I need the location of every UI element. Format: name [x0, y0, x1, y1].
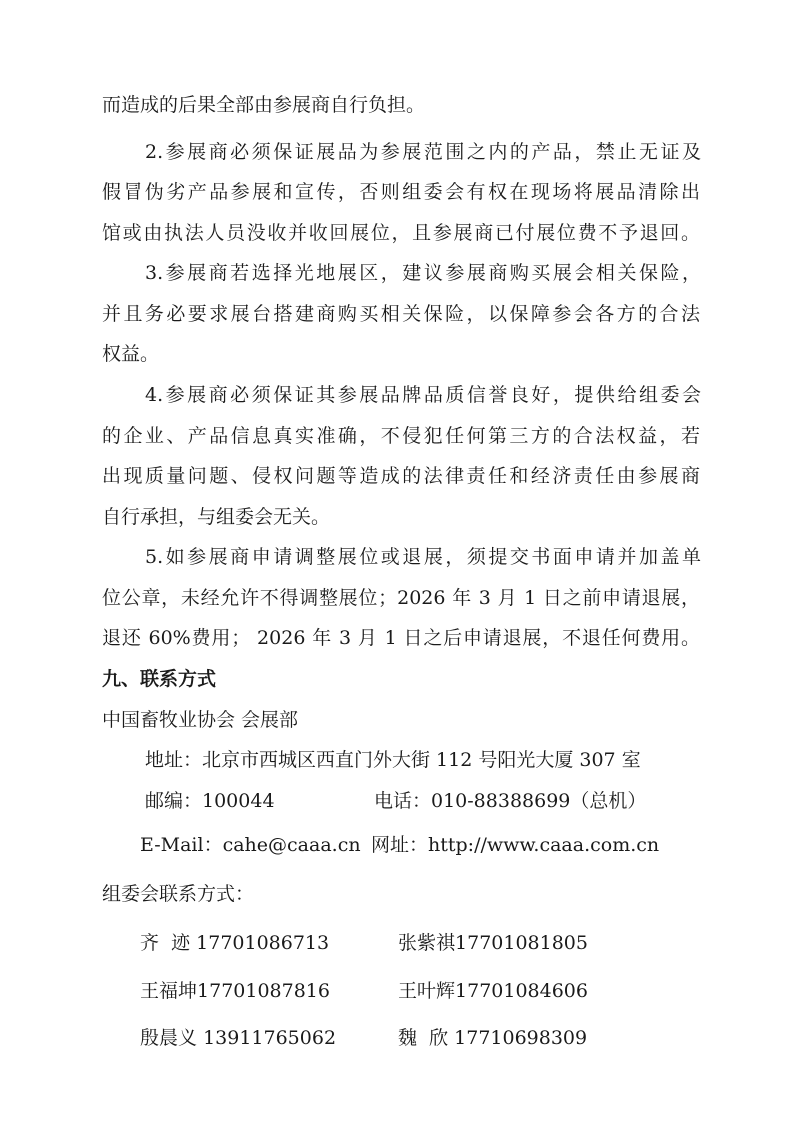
contact-5: [140, 1026, 336, 1050]
contact-5-phone: 13911765062: [203, 1027, 337, 1049]
contact-4: [398, 979, 588, 1003]
clause-1-tail: 而造成的后果全部由参展商自行负担。: [102, 94, 426, 116]
clause-5-line-2: 位公章，未经允许不得调整展位；2026 年 3 月 1 日之前申请退展，: [102, 587, 700, 609]
clause-2-line-3: 馆或由执法人员没收并收回展位，且参展商已付展位费不予退回。: [102, 222, 700, 244]
contact-3-phone: 17701087816: [197, 980, 330, 1002]
clause-4-line-3: 出现质量问题、侵权问题等造成的法律责任和经济责任由参展商: [102, 465, 700, 487]
clause-4-line-1: 4.参展商必须保证其参展品牌品质信誉良好，提供给组委会: [145, 384, 701, 406]
contact-6-name: 魏 欣: [398, 1027, 449, 1049]
address-line: 地址：北京市西城区西直门外大街 112 号阳光大厦 307 室: [145, 749, 641, 771]
contact-2-name: 张紫祺: [398, 932, 456, 954]
contact-1-phone: 17701086713: [196, 932, 330, 954]
clause-5-line-1: 5.如参展商申请调整展位或退展，须提交书面申请并加盖单: [145, 546, 701, 568]
clause-2-line-1: 2.参展商必须保证展品为参展范围之内的产品，禁止无证及: [145, 141, 701, 163]
contact-4-name: 王叶辉: [398, 980, 456, 1002]
phone-line: 电话：010-88388699（总机）: [374, 790, 647, 812]
contact-6: [398, 1026, 587, 1050]
clause-3-line-3: 权益。: [102, 343, 160, 365]
website-link[interactable]: 网址：http://www.caaa.com.cn: [371, 834, 660, 856]
postcode-line: 邮编：100044: [145, 790, 275, 812]
contact-5-name: 殷晨义: [140, 1027, 198, 1049]
contact-3-name: 王福坤: [140, 980, 198, 1002]
contact-1-name: 齐 迹: [140, 932, 191, 954]
contact-4-phone: 17701084606: [455, 980, 588, 1002]
organization-line: 中国畜牧业协会 会展部: [102, 709, 299, 731]
clause-4-line-4: 自行承担，与组委会无关。: [102, 506, 331, 528]
section-heading-contact: 九、联系方式: [102, 668, 217, 690]
clause-3-line-1: 3.参展商若选择光地展区，建议参展商购买展会相关保险，: [145, 262, 701, 284]
contact-6-phone: 17710698309: [454, 1027, 588, 1049]
clause-2-line-2: 假冒伪劣产品参展和宣传，否则组委会有权在现场将展品清除出: [102, 181, 700, 203]
clause-3-line-2: 并且务必要求展台搭建商购买相关保险，以保障参会各方的合法: [102, 303, 700, 325]
contact-1: [140, 931, 329, 955]
clause-5-line-3: 退还 60%费用； 2026 年 3 月 1 日之后申请退展，不退任何费用。: [102, 627, 700, 649]
email-link[interactable]: E-Mail：cahe@caaa.cn: [140, 834, 361, 856]
contact-3: [140, 979, 330, 1003]
committee-contact-label: 组委会联系方式：: [102, 883, 255, 905]
contact-2-phone: 17701081805: [455, 932, 588, 954]
clause-4-line-2: 的企业、产品信息真实准确，不侵犯任何第三方的合法权益，若: [102, 425, 700, 447]
contact-2: [398, 931, 588, 955]
